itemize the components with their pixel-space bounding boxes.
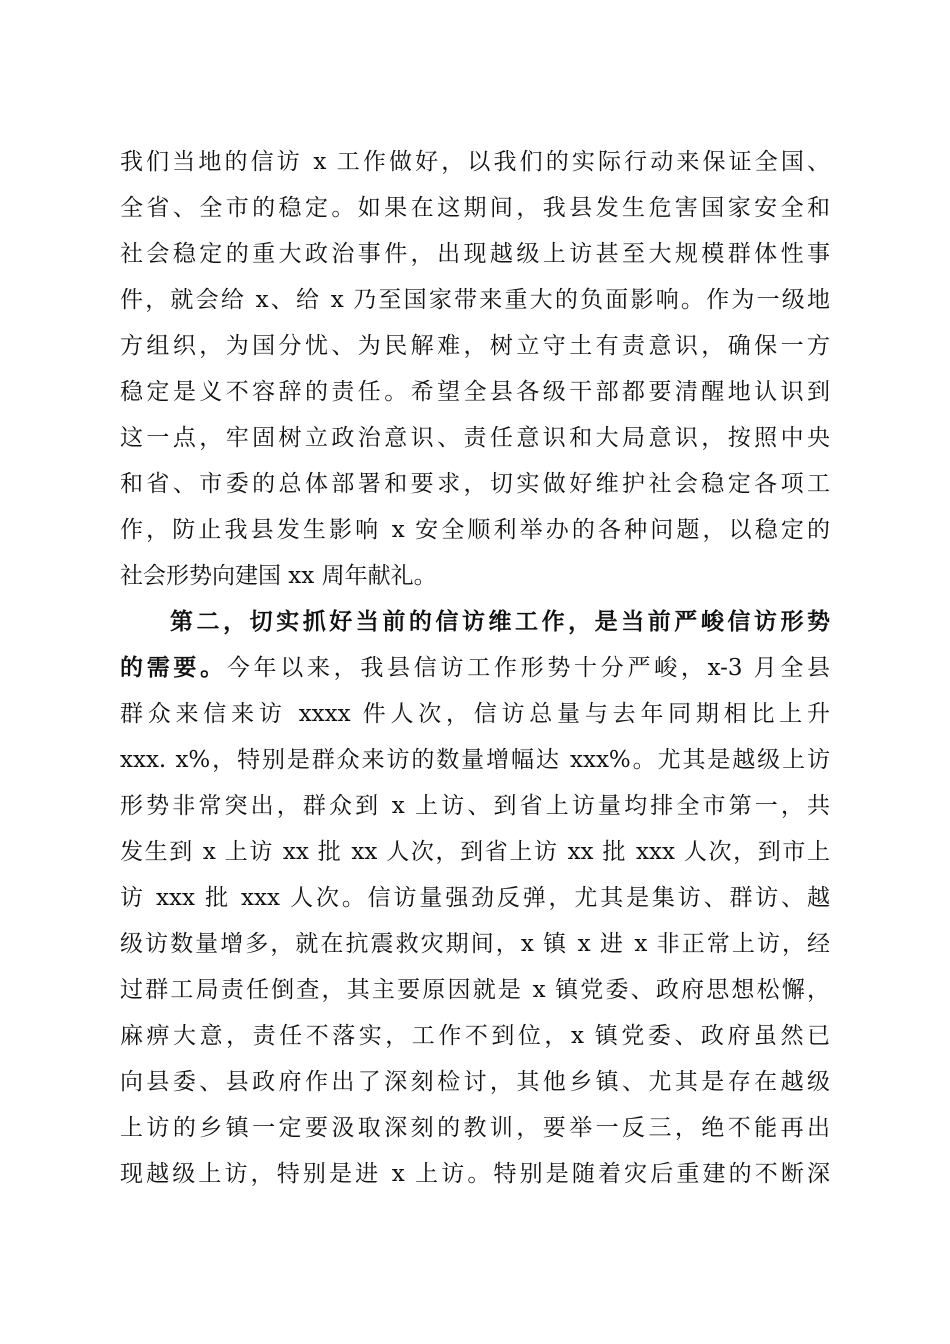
- paragraph-2-line-2-rest: 今年以来，我县信访工作形势十分严峻，x-3 月全县: [226, 655, 830, 681]
- paragraph-1-line-2: 全省、全市的稳定。如果在这期间，我县发生危害国家安全和: [120, 195, 830, 221]
- paragraph-1-line-1: 我们当地的信访 x 工作做好，以我们的实际行动来保证全国、: [120, 149, 830, 175]
- paragraph-2-line-4: xxx. x%，特别是群众来访的数量增幅达 xxx%。尤其是越级上访: [120, 747, 830, 773]
- paragraph-2-heading-end: 的需要。: [120, 654, 227, 681]
- paragraph-2-line-2: [120, 653, 830, 683]
- paragraph-2-line-9: 过群工局责任倒查，其主要原因就是 x 镇党委、政府思想松懈，: [120, 977, 830, 1003]
- paragraph-2-line-8: 级访数量增多，就在抗震救灾期间，x 镇 x 进 x 非正常上访，经: [120, 931, 830, 957]
- paragraph-1-line-9: 作，防止我县发生影响 x 安全顺利举办的各种问题，以稳定的: [120, 517, 830, 543]
- paragraph-1-line-8: 和省、市委的总体部署和要求，切实做好维护社会稳定各项工: [120, 471, 830, 497]
- paragraph-2-line-7: 访 xxx 批 xxx 人次。信访量强劲反弹，尤其是集访、群访、越: [120, 885, 830, 911]
- paragraph-2-line-12: 上访的乡镇一定要汲取深刻的教训，要举一反三，绝不能再出: [120, 1115, 830, 1141]
- paragraph-2-line-11: 向县委、县政府作出了深刻检讨，其他乡镇、尤其是存在越级: [120, 1069, 830, 1095]
- paragraph-2-line-5: 形势非常突出，群众到 x 上访、到省上访量均排全市第一，共: [120, 793, 830, 819]
- paragraph-2-heading-line-1: 第二，切实抓好当前的信访维工作，是当前严峻信访形势: [170, 608, 830, 635]
- paragraph-2-line-10: 麻痹大意，责任不落实，工作不到位，x 镇党委、政府虽然已: [120, 1023, 830, 1049]
- paragraph-2-line-3: 群众来信来访 xxxx 件人次，信访总量与去年同期相比上升: [120, 701, 830, 727]
- paragraph-2-line-13: 现越级上访，特别是进 x 上访。特别是随着灾后重建的不断深: [120, 1161, 830, 1187]
- paragraph-1-line-10: 社会形势向建国 xx 周年献礼。: [120, 563, 437, 589]
- paragraph-1-line-3: 社会稳定的重大政治事件，出现越级上访甚至大规模群体性事: [120, 241, 830, 267]
- paragraph-1-line-5: 方组织，为国分忧、为民解难，树立守土有责意识，确保一方: [120, 333, 830, 359]
- paragraph-1-line-4: 件，就会给 x、给 x 乃至国家带来重大的负面影响。作为一级地: [120, 287, 830, 313]
- paragraph-1-line-6: 稳定是义不容辞的责任。希望全县各级干部都要清醒地认识到: [120, 379, 830, 405]
- paragraph-1-line-7: 这一点，牢固树立政治意识、责任意识和大局意识，按照中央: [120, 425, 830, 451]
- paragraph-2-line-6: 发生到 x 上访 xx 批 xx 人次，到省上访 xx 批 xxx 人次，到市上: [120, 839, 830, 865]
